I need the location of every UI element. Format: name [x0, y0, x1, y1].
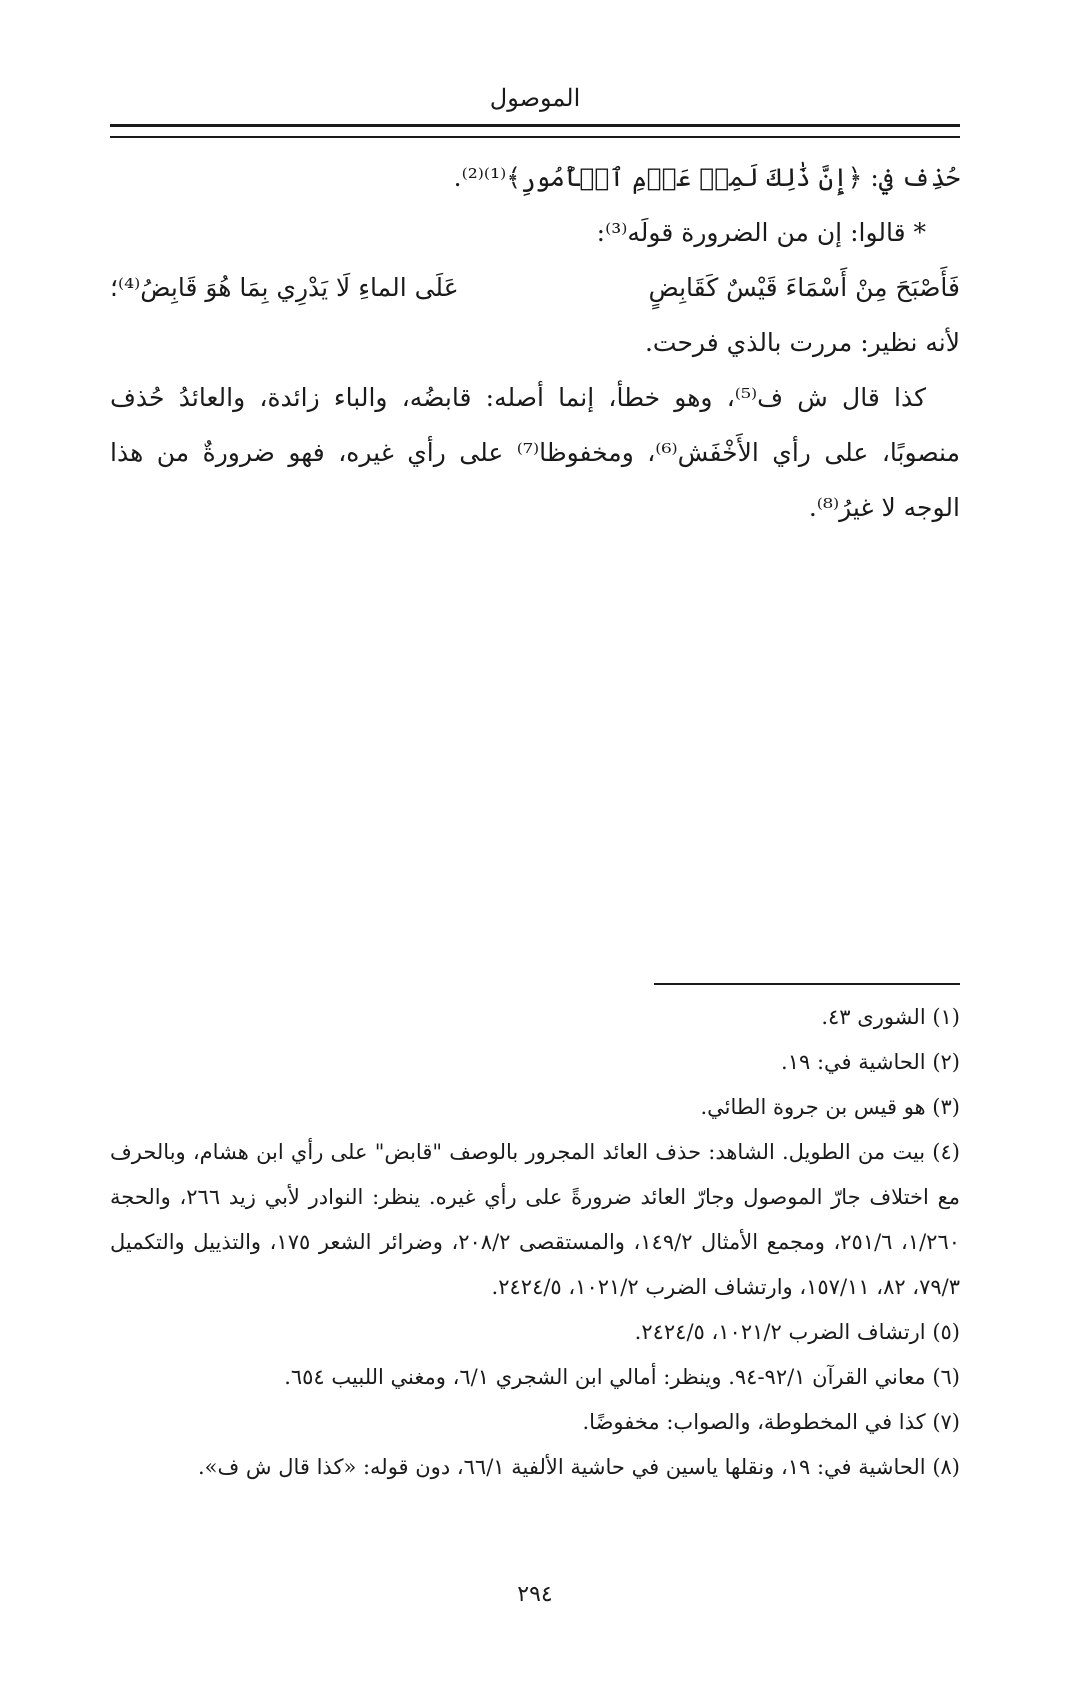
footnote-7: (٧) كذا في المخطوطة، والصواب: مخفوضًا.: [582, 1410, 960, 1434]
paragraph-analogy: لأنه نظير: مررت بالذي فرحت.: [644, 328, 960, 357]
main-text: [110, 150, 960, 535]
page-number: ٢٩٤: [517, 1582, 553, 1607]
footnote-4: (٤) بيت من الطويل. الشاهد: حذف العائد المجرور بالوصف "قابض" على رأي ابن هشام، وبالحرف مع اختلاف جارّ الموصول وجارّ العائد ضرورةً على رأي غيره. ينظر: النوادر لأبي زيد ٢٦٦، والحجة ١/٢٦٠، ٢٥١/٦، ومجمع الأمثال ١٤٩/٢، والمستقصى ٢٠٨/٢، وضرائر الشعر ١٧٥، والتذييل والتكميل ٧٩/٣، ٨٢، ١٥٧/١١، وارتشاف الضرب ١٠٢١/٢، ٢٤٢٤/٥.: [110, 1140, 961, 1299]
verse-second-hemistich: عَلَى الماءِ لَا يَدْرِي بِمَا هُوَ قَابِضُ⁽⁴⁾؛: [110, 273, 459, 302]
verse-first-hemistich: فَأَصْبَحَ مِنْ أَسْمَاءَ قَيْسٌ كَقَابِضٍ: [648, 273, 960, 302]
header-rule-thin: [110, 136, 960, 138]
book-page: [110, 0, 960, 1698]
footnote-6: (٦) معاني القرآن ٩٢/١-٩٤. وينظر: أمالي ابن الشجري ٦/١، ومغني اللبيب ٦٥٤.: [284, 1365, 960, 1389]
paragraph-commentary: كذا قال ش ف⁽⁵⁾، وهو خطأ، إنما أصله: قابضُه، والباء زائدة، والعائدُ حُذف منصوبًا، على رأي الأَخْفَش⁽⁶⁾، ومخفوظا⁽⁷⁾ على رأي غيره، فهو ضرورةٌ من هذا الوجه لا غيرُ⁽⁸⁾.: [110, 383, 960, 522]
footnote-divider: [654, 983, 960, 985]
header-rule-thick: [110, 124, 960, 127]
footnote-2: (٢) الحاشية في: ١٩.: [781, 1050, 960, 1074]
verse-gap: [509, 260, 599, 315]
poetry-verse: [110, 260, 960, 315]
paragraph-intro-verse: * قالوا: إن من الضرورة قولَه⁽³⁾:: [596, 218, 926, 247]
footnote-1: (١) الشورى ٤٣.: [821, 1005, 960, 1029]
paragraph-quran-citation: حُذِف في: ﴿إِنَّ ذَٰلِكَ لَمِنۡ عَزۡمِ ٱلۡأُمُورِ﴾⁽¹⁾⁽²⁾.: [453, 163, 960, 192]
footnote-3: (٣) هو قيس بن جروة الطائي.: [700, 1095, 960, 1119]
footnotes: [110, 995, 960, 1490]
running-head: الموصول: [489, 84, 581, 112]
footnote-8: (٨) الحاشية في: ١٩، ونقلها ياسين في حاشية الألفية ٦٦/١، دون قوله: «كذا قال ش ف».: [197, 1455, 960, 1479]
footnote-5: (٥) ارتشاف الضرب ١٠٢١/٢، ٢٤٢٤/٥.: [634, 1320, 960, 1344]
